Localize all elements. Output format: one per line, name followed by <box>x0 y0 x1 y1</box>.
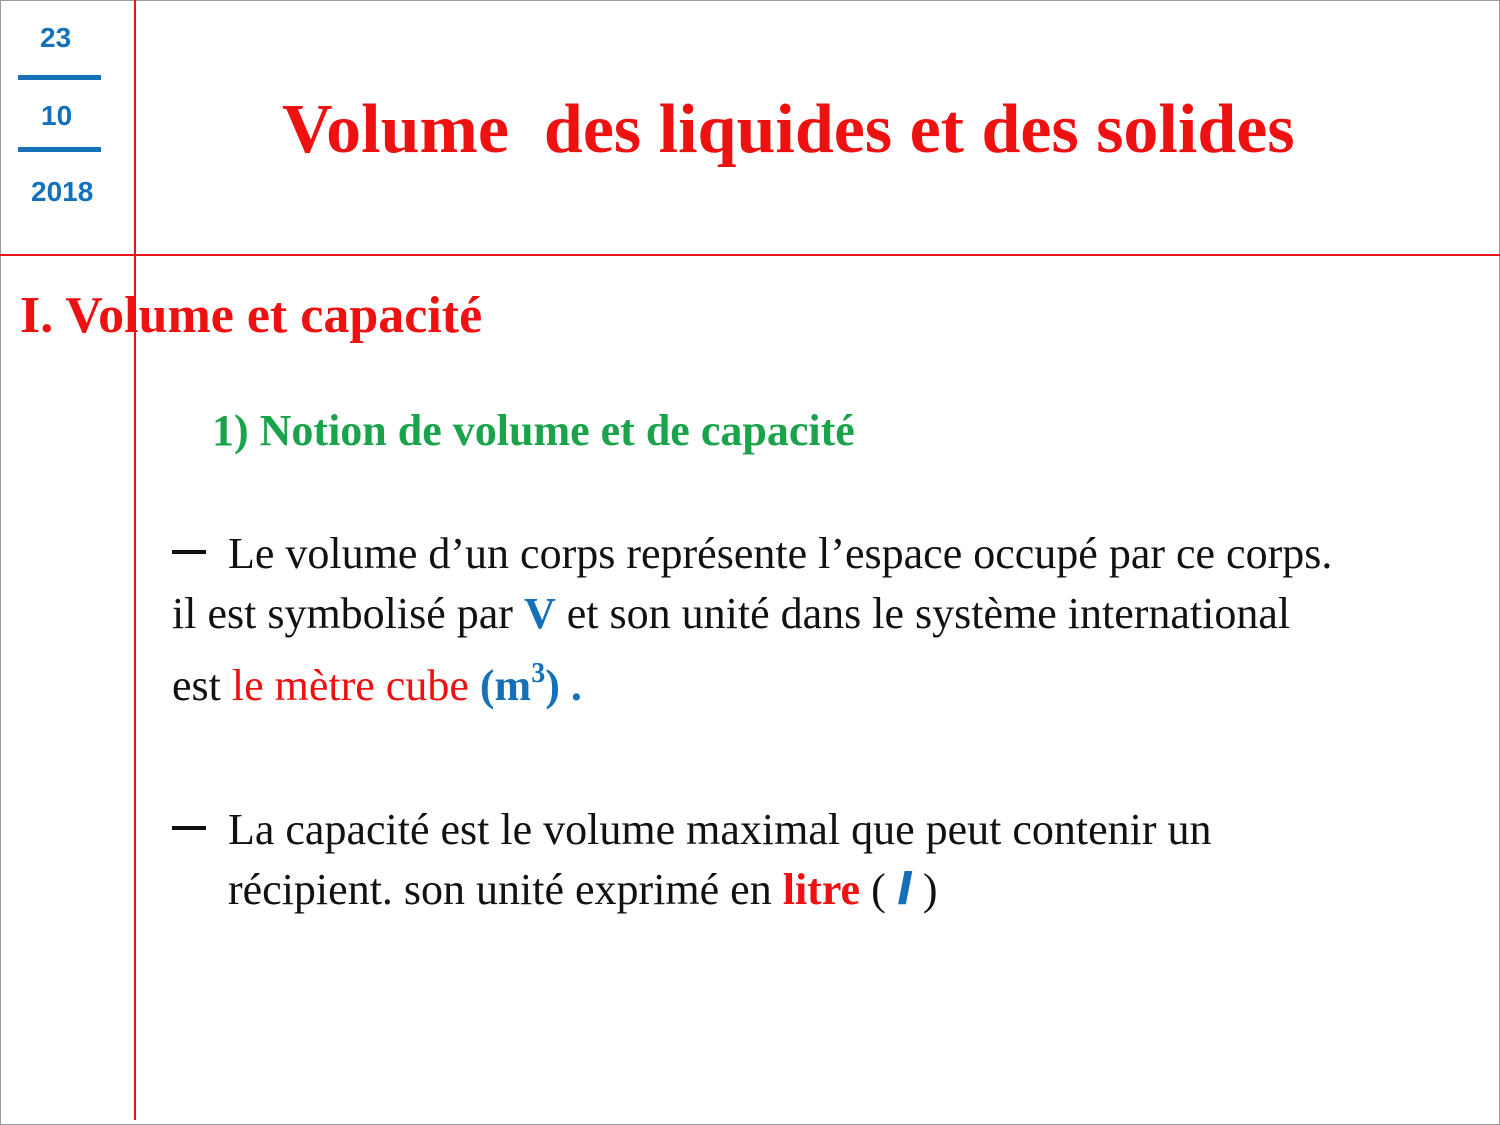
text-span: est <box>172 661 232 710</box>
text-span: il est symbolisé par <box>172 589 524 638</box>
date-divider <box>18 75 101 80</box>
text-span: ) <box>911 865 938 914</box>
volume-definition: Le volume d’un corps représente l’espace occupé par ce corps. <box>228 529 1333 578</box>
bullet-dash <box>172 826 206 830</box>
page-title: Volume des liquides et des solides <box>282 91 1295 168</box>
paragraph-line <box>172 584 1332 644</box>
paragraph-line <box>172 524 1332 584</box>
margin-line-horizontal <box>0 254 1500 256</box>
bullet-dash <box>172 550 206 554</box>
unit-name: le mètre cube <box>231 661 469 710</box>
paragraph-capacity <box>172 800 1212 920</box>
paragraph-volume <box>172 524 1332 716</box>
text-span: récipient. son unité exprimé en <box>228 865 783 914</box>
unit-open: (m <box>468 661 532 710</box>
section-heading: I. Volume et capacité <box>20 287 483 344</box>
date-day: 23 <box>40 22 72 53</box>
litre-word: litre <box>782 865 861 914</box>
paragraph-line <box>172 644 1332 716</box>
margin-line-vertical <box>134 0 136 1120</box>
capacity-definition: La capacité est le volume maximal que peut contenir un <box>228 805 1212 854</box>
volume-symbol: V <box>523 589 556 638</box>
litre-symbol: l <box>896 864 912 915</box>
paragraph-line <box>172 860 1212 920</box>
text-span: ( <box>860 865 897 914</box>
subsection-heading: 1) Notion de volume et de capacité <box>212 406 855 455</box>
date-month: 10 <box>41 100 73 131</box>
date-year: 2018 <box>31 176 94 207</box>
paragraph-line <box>172 800 1212 860</box>
unit-close: ) . <box>545 661 582 710</box>
date-divider <box>18 147 101 152</box>
unit-exponent: 3 <box>531 658 546 689</box>
text-span: et son unité dans le système international <box>555 589 1291 638</box>
unit-symbol <box>468 658 582 710</box>
